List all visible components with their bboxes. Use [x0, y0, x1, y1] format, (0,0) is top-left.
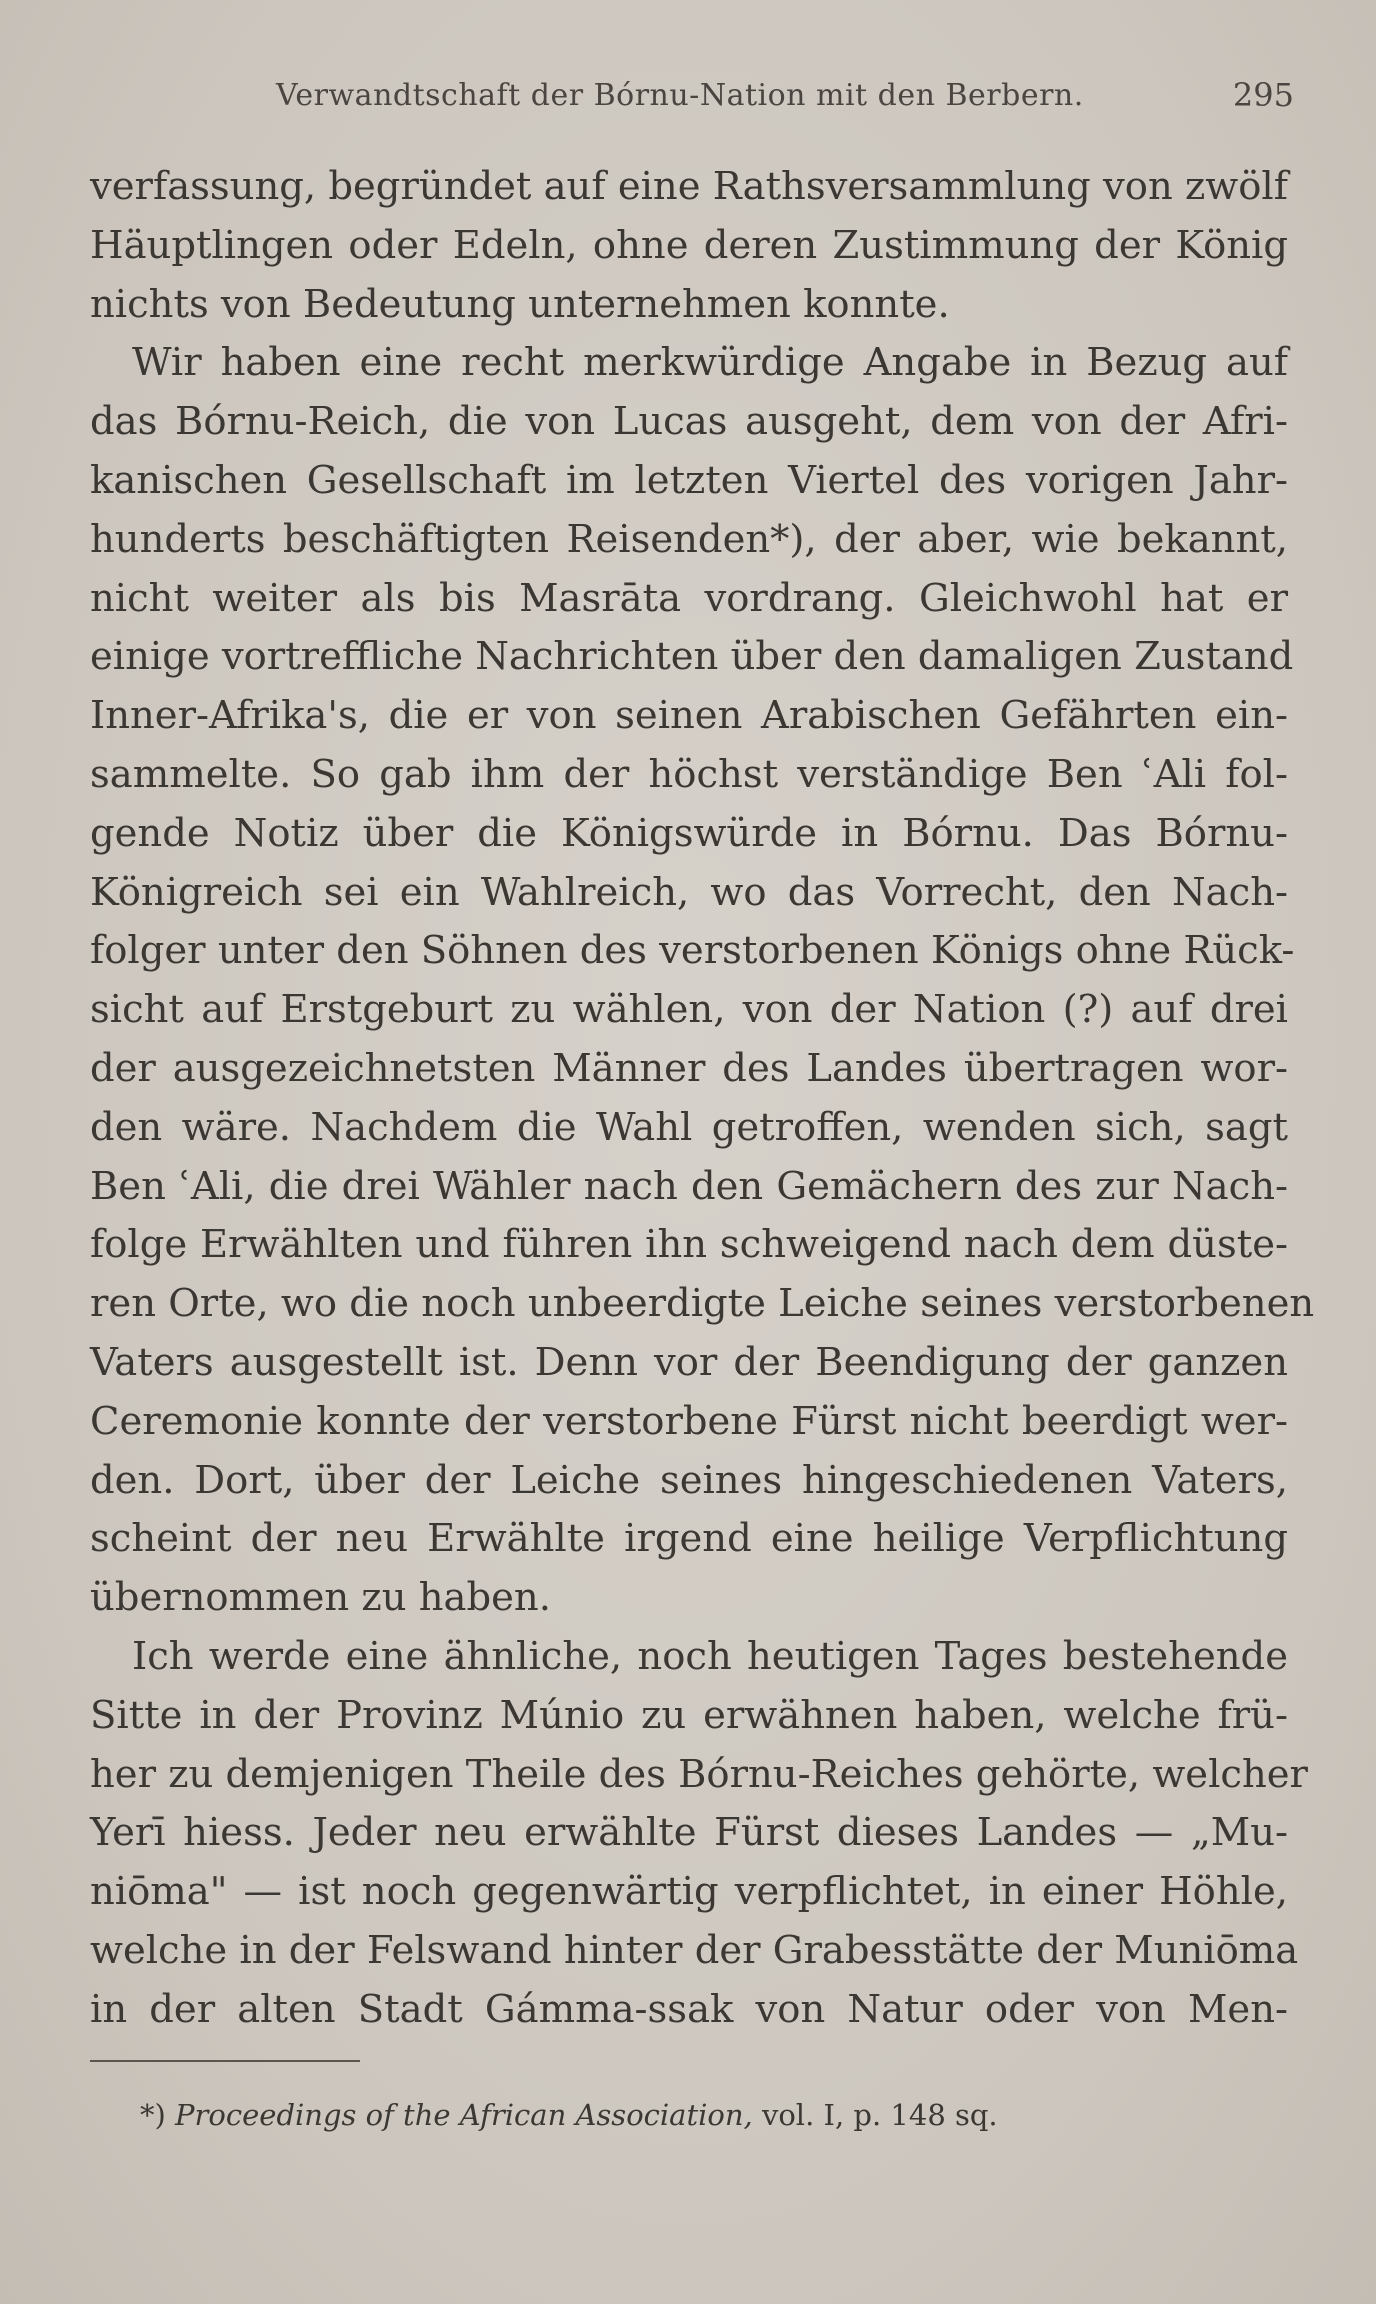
footnote-reference: vol. I, p. 148 sq.	[761, 2098, 998, 2132]
text-line: in der alten Stadt Gámma-ssak von Natur oder von Men-	[90, 1986, 1288, 2032]
footnote	[140, 2098, 998, 2132]
text-line: sicht auf Erstgeburt zu wählen, von der Nation (?) auf drei	[90, 987, 1288, 1033]
text-line: Ceremonie konnte der verstorbene Fürst nicht beerdigt wer-	[90, 1398, 1288, 1444]
text-line: Wir haben eine recht merkwürdige Angabe in Bezug auf	[132, 340, 1288, 386]
footnote-title: Proceedings of the African Association,	[175, 2098, 753, 2132]
text-line: kanischen Gesellschaft im letzten Viertel des vorigen Jahr-	[90, 457, 1288, 503]
text-line: Vaters ausgestellt ist. Denn vor der Beendigung der ganzen	[90, 1339, 1288, 1385]
text-line: Häuptlingen oder Edeln, ohne deren Zustimmung der König	[90, 222, 1288, 268]
text-line: Inner-Afrika's, die er von seinen Arabischen Gefährten ein-	[90, 693, 1288, 739]
text-line: her zu demjenigen Theile des Bórnu-Reiches gehörte, welcher	[90, 1751, 1308, 1797]
text-line: hunderts beschäftigten Reisenden*), der aber, wie bekannt,	[90, 516, 1288, 562]
text-line: sammelte. So gab ihm der höchst verständige Ben ʿAli fol-	[90, 751, 1288, 797]
text-line: den. Dort, über der Leiche seines hingeschiedenen Vaters,	[90, 1457, 1288, 1503]
text-line: Königreich sei ein Wahlreich, wo das Vorrecht, den Nach-	[90, 869, 1288, 915]
text-line: Sitte in der Provinz Múnio zu erwähnen haben, welche frü-	[90, 1692, 1288, 1738]
text-line: verfassung, begründet auf eine Rathsversammlung von zwölf	[90, 164, 1288, 209]
text-line: folge Erwählten und führen ihn schweigend nach dem düste-	[90, 1222, 1288, 1268]
footnote-divider	[90, 2060, 360, 2062]
text-line: Yerī hiess. Jeder neu erwählte Fürst dieses Landes — „Mu-	[90, 1810, 1288, 1856]
text-line: welche in der Felswand hinter der Grabesstätte der Muniōma	[90, 1927, 1299, 1973]
body-text	[90, 158, 1315, 2040]
text-line: scheint der neu Erwählte irgend eine heilige Verpflichtung	[90, 1516, 1288, 1562]
text-line: übernommen zu haben.	[90, 1575, 551, 1621]
page-number: 295	[1232, 76, 1294, 114]
text-line: ren Orte, wo die noch unbeerdigte Leiche seines verstorbenen	[90, 1281, 1315, 1327]
text-line: Ich werde eine ähnliche, noch heutigen Tages bestehende	[132, 1633, 1288, 1679]
text-line: einige vortreffliche Nachrichten über den damaligen Zustand	[90, 634, 1294, 680]
page-header	[90, 76, 1294, 128]
text-line: nicht weiter als bis Masrāta vordrang. Gleichwohl hat er	[90, 575, 1288, 621]
text-line: niōma" — ist noch gegenwärtig verpflichtet, in einer Höhle,	[90, 1869, 1288, 1915]
text-line: der ausgezeichnetsten Männer des Landes übertragen wor-	[90, 1045, 1288, 1091]
text-line: nichts von Bedeutung unternehmen konnte.	[90, 281, 950, 327]
text-line: das Bórnu-Reich, die von Lucas ausgeht, dem von der Afri-	[90, 399, 1288, 445]
text-line: folger unter den Söhnen des verstorbenen Königs ohne Rück-	[90, 928, 1295, 974]
text-line: den wäre. Nachdem die Wahl getroffen, wenden sich, sagt	[90, 1104, 1288, 1150]
footnote-marker: *)	[140, 2098, 166, 2132]
text-line: gende Notiz über die Königswürde in Bórnu. Das Bórnu-	[90, 810, 1288, 856]
running-title: Verwandtschaft der Bórnu-Nation mit den Berbern.	[276, 78, 1084, 113]
text-line: Ben ʿAli, die drei Wähler nach den Gemächern des zur Nach-	[90, 1163, 1288, 1209]
